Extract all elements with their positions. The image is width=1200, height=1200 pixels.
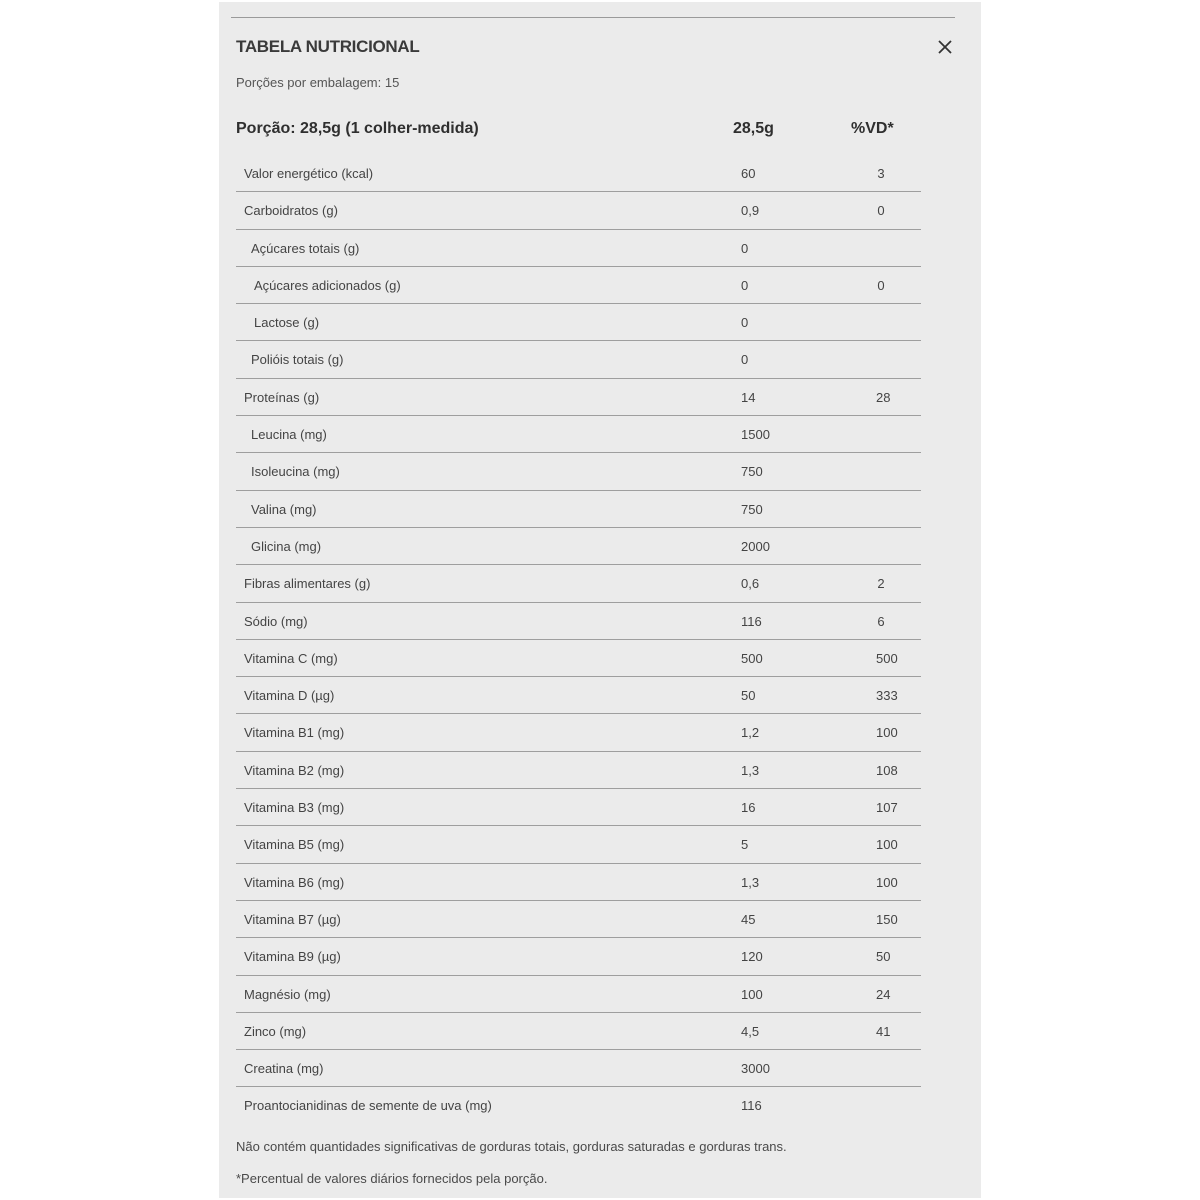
portion-label: Porção: 28,5g (1 colher-medida) — [236, 120, 479, 137]
nutrient-daily-value: 150 — [876, 911, 898, 927]
table-row — [236, 416, 921, 453]
vd-column-header: %VD* — [851, 120, 894, 137]
nutrient-name: Leucina (mg) — [251, 427, 327, 443]
nutrient-name: Proteínas (g) — [244, 389, 320, 405]
nutrient-quantity: 1,3 — [741, 762, 760, 778]
nutrient-name: Vitamina B1 (mg) — [244, 725, 345, 741]
nutrient-name: Carboidratos (g) — [244, 203, 338, 219]
nutrition-modal — [219, 2, 981, 1198]
nutrient-daily-value: 6 — [877, 613, 885, 629]
nutrient-name: Vitamina B7 (µg) — [244, 911, 341, 927]
nutrient-quantity: 0 — [741, 240, 749, 256]
top-divider — [231, 17, 955, 18]
nutrient-name: Creatina (mg) — [244, 1061, 324, 1077]
nutrient-daily-value: 100 — [876, 725, 898, 741]
table-row — [236, 304, 921, 341]
table-row — [236, 528, 921, 565]
nutrient-quantity: 4,5 — [741, 1023, 760, 1039]
table-row — [236, 1087, 921, 1123]
nutrient-quantity: 1500 — [741, 427, 770, 443]
table-row — [236, 752, 921, 789]
nutrient-name: Vitamina B3 (mg) — [244, 800, 345, 816]
nutrient-daily-value: 0 — [877, 277, 885, 293]
nutrition-table — [236, 155, 921, 1124]
nutrient-quantity: 60 — [741, 166, 756, 181]
nutrient-daily-value: 100 — [876, 874, 898, 890]
table-row — [236, 826, 921, 863]
close-icon[interactable] — [934, 36, 956, 58]
table-row — [236, 938, 921, 975]
nutrient-name: Valina (mg) — [251, 501, 317, 517]
nutrient-daily-value: 28 — [876, 389, 891, 405]
nutrient-quantity: 5 — [741, 837, 749, 853]
nutrient-quantity: 500 — [741, 650, 763, 666]
nutrient-quantity: 0,6 — [741, 576, 760, 592]
nutrient-name: Vitamina B2 (mg) — [244, 762, 345, 778]
nutrient-daily-value: 2 — [877, 576, 885, 592]
nutrient-name: Vitamina B9 (µg) — [244, 949, 341, 965]
nutrient-name: Glicina (mg) — [251, 538, 322, 554]
nutrient-quantity: 45 — [741, 911, 756, 927]
nutrient-quantity: 100 — [741, 986, 763, 1002]
nutrient-quantity: 0,9 — [741, 203, 760, 219]
nutrient-quantity: 1,3 — [741, 874, 760, 890]
nutrient-daily-value: 0 — [877, 203, 885, 219]
table-row — [236, 192, 921, 229]
servings-per-package: Porções por embalagem: 15 — [236, 75, 400, 90]
table-header — [236, 120, 926, 144]
nutrient-name: Vitamina D (µg) — [244, 688, 335, 704]
nutrient-name: Vitamina C (mg) — [244, 650, 338, 666]
nutrient-quantity: 3000 — [741, 1061, 770, 1077]
nutrient-name: Açúcares adicionados (g) — [254, 277, 401, 293]
nutrient-quantity: 14 — [741, 389, 756, 405]
nutrient-daily-value: 3 — [877, 166, 885, 181]
nutrient-daily-value: 41 — [876, 1023, 891, 1039]
nutrient-name: Isoleucina (mg) — [251, 464, 340, 480]
nutrient-daily-value: 50 — [876, 949, 891, 965]
table-row — [236, 864, 921, 901]
table-row — [236, 789, 921, 826]
footnote-no-fats: Não contém quantidades significativas de gorduras totais, gorduras saturadas e gorduras trans. — [236, 1139, 787, 1154]
nutrient-quantity: 0 — [741, 315, 749, 331]
table-row — [236, 677, 921, 714]
table-row — [236, 640, 921, 677]
nutrient-quantity: 16 — [741, 800, 756, 816]
table-row — [236, 976, 921, 1013]
nutrient-daily-value: 107 — [876, 800, 898, 816]
nutrient-name: Polióis totais (g) — [251, 352, 344, 368]
table-row — [236, 453, 921, 490]
nutrient-name: Açúcares totais (g) — [251, 240, 360, 256]
nutrient-name: Lactose (g) — [254, 315, 320, 331]
table-row — [236, 155, 921, 192]
nutrient-quantity: 120 — [741, 949, 763, 965]
nutrient-quantity: 2000 — [741, 538, 770, 554]
table-row — [236, 491, 921, 528]
nutrient-quantity: 116 — [741, 1098, 762, 1114]
nutrient-daily-value: 108 — [876, 762, 898, 778]
nutrient-quantity: 50 — [741, 688, 756, 704]
table-row — [236, 341, 921, 378]
nutrient-name: Magnésio (mg) — [244, 986, 331, 1002]
modal-title: TABELA NUTRICIONAL — [236, 37, 420, 56]
nutrient-name: Vitamina B6 (mg) — [244, 874, 345, 890]
nutrient-quantity: 116 — [741, 613, 762, 629]
table-row — [236, 379, 921, 416]
nutrient-name: Zinco (mg) — [244, 1023, 307, 1039]
table-row — [236, 267, 921, 304]
table-row — [236, 1050, 921, 1087]
table-row — [236, 901, 921, 938]
qty-column-header: 28,5g — [733, 120, 774, 137]
nutrient-name: Vitamina B5 (mg) — [244, 837, 345, 853]
nutrient-quantity: 1,2 — [741, 725, 760, 741]
nutrient-daily-value: 24 — [876, 986, 891, 1002]
nutrient-quantity: 750 — [741, 464, 763, 480]
footnote-daily-values: *Percentual de valores diários fornecidos pela porção. — [236, 1171, 548, 1186]
nutrient-quantity: 750 — [741, 501, 763, 517]
nutrient-daily-value: 500 — [876, 650, 898, 666]
nutrient-name: Fibras alimentares (g) — [244, 576, 371, 592]
table-row — [236, 1013, 921, 1050]
nutrient-name: Sódio (mg) — [244, 613, 308, 629]
nutrient-quantity: 0 — [741, 352, 749, 368]
table-row — [236, 230, 921, 267]
nutrient-name: Proantocianidinas de semente de uva (mg) — [244, 1098, 492, 1114]
table-row — [236, 714, 921, 751]
nutrient-daily-value: 333 — [876, 688, 898, 704]
nutrient-name: Valor energético (kcal) — [244, 166, 374, 181]
nutrient-quantity: 0 — [741, 277, 749, 293]
nutrient-daily-value: 100 — [876, 837, 898, 853]
table-row — [236, 603, 921, 640]
table-row — [236, 565, 921, 602]
